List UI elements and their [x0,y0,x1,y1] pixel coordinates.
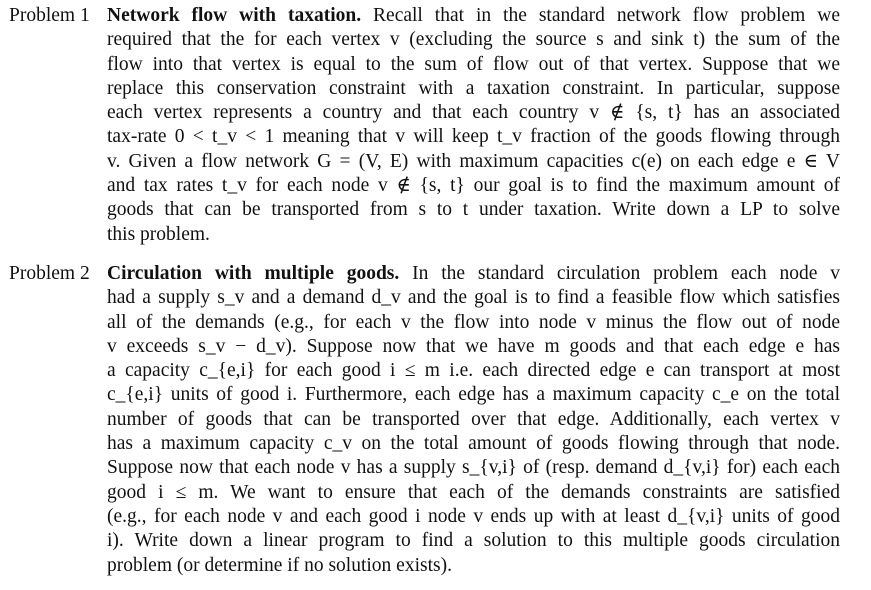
problem-number: Problem 1 [9,5,90,26]
text-line: had a supply s_v and a demand d_v and the goal is to find a feasible flow which satisfies [107,287,840,309]
text-line: flow into that vertex is equal to the sum of flow out of that vertex. Suppose that we [107,53,840,75]
text-line: good i ≤ m. We want to ensure that each of the demands constraints are satisfied [107,481,840,503]
text-line: each vertex represents a country and that each country v ∉ {s, t} has an associated [107,102,840,124]
text-line: number of goods that can be transported over that edge. Additionally, each vertex v [107,408,840,430]
text-line: goods that can be transported from s to t under taxation. Write down a LP to solve [107,199,840,221]
text-line: Network flow with taxation. Recall that in the standard network flow problem we [107,5,840,26]
problem-title: Circulation with multiple goods. [107,263,400,284]
text-line: v exceeds s_v − d_v). Suppose now that we have m goods and that each edge e has [107,335,840,357]
text-line: this problem. [107,223,210,245]
text-line: Suppose now that each node v has a supply s_{v,i} of (resp. demand d_{v,i} for) each each [107,457,840,479]
text-line: has a maximum capacity c_v on the total amount of goods flowing through that node. [107,433,840,455]
text-line: c_{e,i} units of good i. Furthermore, each edge has a maximum capacity c_e on the total [107,384,840,406]
text-line: all of the demands (e.g., for each v the flow into node v minus the flow out of node [107,311,840,333]
text-line: and tax rates t_v for each node v ∉ {s, t} our goal is to find the maximum amount of [107,175,840,197]
text-line: v. Given a flow network G = (V, E) with maximum capacities c(e) on each edge e ∈ V [107,150,840,172]
text-line: replace this conservation constraint with a taxation constraint. In particular, suppose [107,77,840,99]
text-line: required that the for each vertex v (excluding the source s and sink t) the sum of the [107,29,840,51]
text-line: problem (or determine if no solution exists). [107,554,452,576]
problem-text [107,262,840,578]
problem-number: Problem 2 [9,263,90,284]
text-line: a capacity c_{e,i} for each good i ≤ m i.e. each directed edge e can transport at most [107,360,840,382]
problem-title: Network flow with taxation. [107,5,362,26]
text-line: Circulation with multiple goods. In the standard circulation problem each node v [107,263,840,284]
problem-text [107,4,840,247]
text-line: tax-rate 0 < t_v < 1 meaning that v will keep t_v fraction of the goods flowing through [107,126,840,148]
text-line: i). Write down a linear program to find a solution to this multiple goods circulation [107,530,840,552]
text-line: (e.g., for each node v and each good i node v ends up with at least d_{v,i} units of good [107,505,840,527]
